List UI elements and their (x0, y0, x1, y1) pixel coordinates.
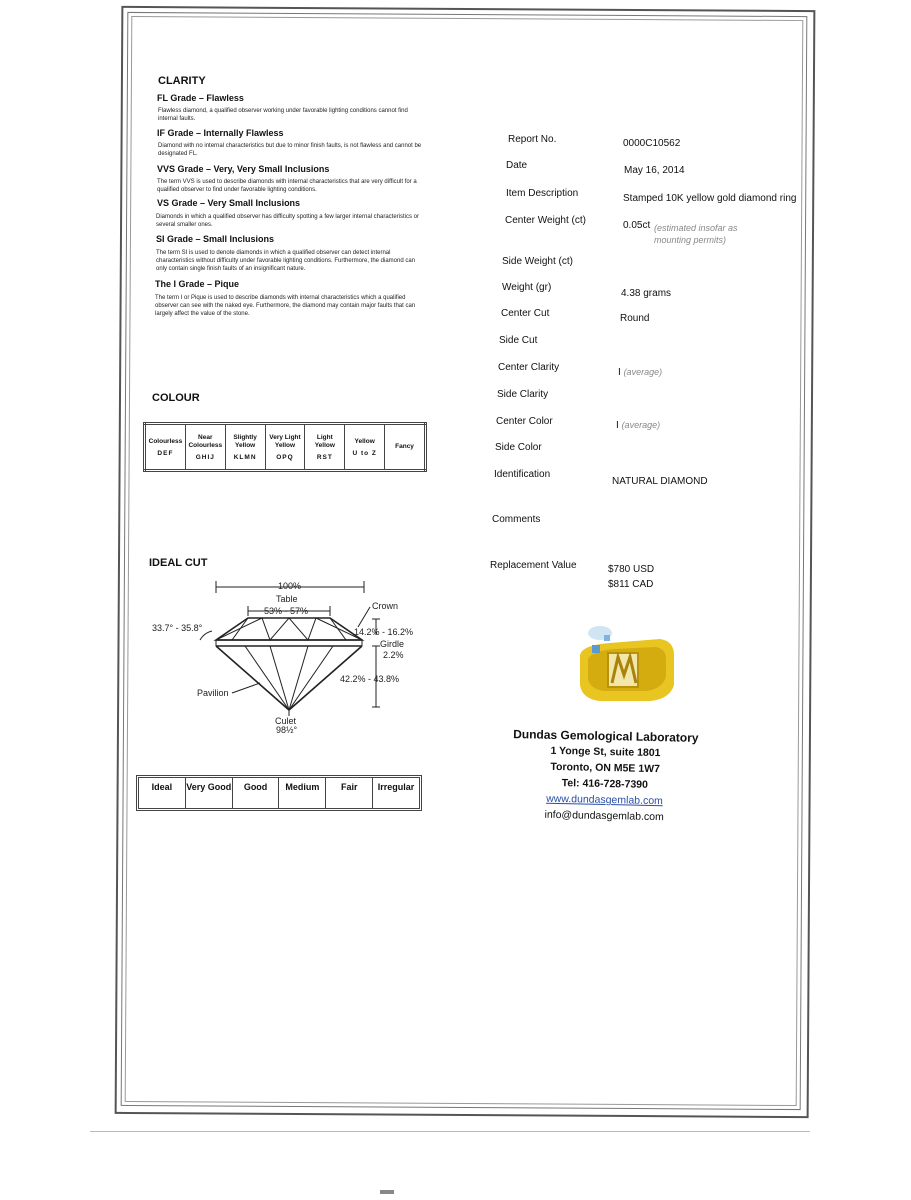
colour-cell-near-colourless: Near Colourless GHIJ (185, 424, 225, 471)
colour-cell-very-light-yellow: Very Light Yellow OPQ (265, 424, 305, 471)
label-date: Date (506, 160, 528, 171)
cut-grade-ideal: Ideal (139, 778, 186, 808)
lab-name: Dundas Gemological Laboratory (513, 727, 699, 745)
label-report-no: Report No. (508, 134, 557, 145)
grade-fl-desc: Flawless diamond, a qualified observer working under favorable lighting conditions cannot find internal faults. (158, 108, 408, 122)
colour-cell-yellow: Yellow U to Z (345, 424, 385, 471)
label-item-description: Item Description (506, 188, 579, 199)
cut-grade-irregular: Irregular (377, 782, 415, 792)
lab-address1: 1 Yonge St, suite 1801 (550, 744, 661, 760)
label-identification: Identification (494, 469, 551, 480)
colour-cell-colourless: Colourless DEF (145, 424, 186, 471)
value-center-weight: 0.05ct (623, 220, 651, 231)
value-report-no: 0000C10562 (623, 138, 681, 149)
value-center-color: I (average) (616, 420, 661, 431)
value-item-description: Stamped 10K yellow gold diamond ring (623, 193, 797, 204)
value-center-clarity: I (average) (618, 367, 663, 378)
diagram-girdle-value: 2.2% (383, 650, 404, 660)
grade-if-desc: Diamond with no internal characteristics but due to minor finish faults, is not flawless and cannot be designated FL. (158, 143, 422, 157)
diagram-girdle-label: Girdle (380, 639, 405, 649)
value-center-weight-note: (estimated insofar as mounting permits) (654, 223, 738, 245)
label-side-cut: Side Cut (499, 335, 538, 346)
diagram-culet-angle: 98½° (276, 725, 298, 735)
lab-email: info@dundasgemlab.com (544, 808, 664, 824)
label-side-color: Side Color (495, 442, 542, 453)
grade-if-title: IF Grade – Internally Flawless (157, 128, 284, 138)
ring-photo (570, 615, 680, 705)
diagram-table-label: Table (276, 594, 298, 604)
grade-i-desc: The term I or Pique is used to describe diamonds with internal characteristics which a qualified observer can see with the naked eye. Furthermore, the diamond may contain major faults that can largely affect the value of the stone. (155, 295, 416, 317)
diagram-width-label: 100% (278, 581, 302, 591)
value-date: May 16, 2014 (624, 165, 685, 176)
scan-artifact (380, 1190, 394, 1194)
cut-grade-scale (136, 775, 422, 811)
label-center-weight: Center Weight (ct) (505, 215, 586, 226)
diagram-crown-label: Crown (372, 601, 399, 611)
grade-i-title: The I Grade – Pique (155, 279, 240, 289)
label-comments: Comments (492, 514, 541, 525)
diagram-crown-angle: 33.7° - 35.8° (152, 623, 203, 633)
diamond-cut-diagram (140, 575, 440, 745)
grade-fl-title: FL Grade – Flawless (157, 93, 244, 103)
grade-vvs-title: VVS Grade – Very, Very Small Inclusions (157, 164, 330, 174)
diagram-culet-label: Culet (275, 716, 297, 726)
lab-address2: Toronto, ON M5E 1W7 (550, 760, 661, 776)
cut-grade-good: Good (233, 778, 280, 808)
value-weight-gr: 4.38 grams (621, 288, 672, 299)
lab-info (504, 726, 706, 826)
lab-telephone: Tel: 416-728-7390 (561, 777, 649, 791)
value-replacement-usd: $780 USD (608, 564, 655, 575)
label-side-weight: Side Weight (ct) (502, 256, 573, 267)
colour-cell-slightly-yellow: Slightly Yellow KLMN (225, 424, 265, 471)
lab-website-link[interactable]: www.dundasgemlab.com (546, 792, 663, 808)
cut-grade-fair: Fair (326, 778, 373, 808)
label-side-clarity: Side Clarity (497, 389, 549, 400)
colour-cell-fancy: Fancy (385, 424, 426, 471)
colour-title: COLOUR (152, 392, 200, 404)
value-replacement-cad: $811 CAD (608, 579, 654, 590)
diagram-table-range: 53% - 57% (264, 606, 309, 616)
ideal-cut-title: IDEAL CUT (149, 557, 208, 569)
value-identification: NATURAL DIAMOND (612, 476, 708, 487)
value-center-cut: Round (620, 313, 650, 324)
page-divider (90, 1131, 810, 1132)
clarity-title: CLARITY (158, 75, 206, 87)
label-weight-gr: Weight (gr) (502, 282, 552, 293)
label-center-color: Center Color (496, 416, 553, 427)
grade-vs-desc: Diamonds in which a qualified observer has difficulty spotting a few larger internal characteristics or several smaller ones. (156, 214, 420, 228)
cut-grade-medium: Medium (279, 778, 326, 808)
label-center-clarity: Center Clarity (498, 362, 560, 373)
label-center-cut: Center Cut (501, 308, 550, 319)
colour-scale-table (143, 422, 427, 472)
colour-cell-light-yellow: Light Yellow RST (305, 424, 345, 471)
grade-vvs-desc: The term VVS is used to describe diamonds with internal characteristics that are very difficult for a qualified observer to find under favorable lighting conditions. (157, 179, 417, 193)
cut-grade-very-good: Very Good (186, 778, 233, 808)
diagram-pavilion-depth: 42.2% - 43.8% (340, 674, 400, 684)
grade-si-title: SI Grade – Small Inclusions (156, 234, 275, 244)
grade-vs-title: VS Grade – Very Small Inclusions (157, 198, 301, 208)
diagram-pavilion-label: Pavilion (197, 688, 229, 698)
diagram-crown-height: 14.2% - 16.2% (354, 627, 414, 637)
label-replacement-value: Replacement Value (490, 560, 577, 571)
grade-si-desc: The term SI is used to denote diamonds in which a qualified observer can detect internal characteristics without difficulty under favorable lighting conditions. Furthermore, the diamond can only contain single finish faults of an insignificant nature. (156, 250, 416, 272)
